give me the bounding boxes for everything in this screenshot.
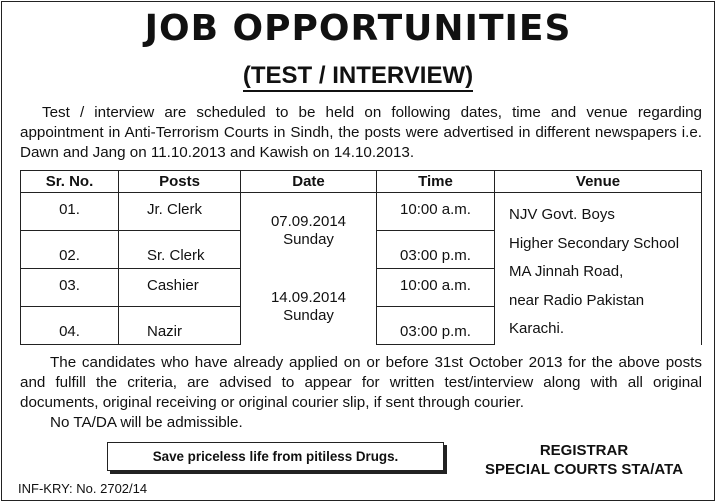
venue-line: Karachi. <box>509 320 565 338</box>
cell-post: Nazir <box>119 307 241 345</box>
table-row <box>21 193 702 231</box>
slogan-box <box>107 442 444 471</box>
cell-sr: 02. <box>21 231 119 269</box>
cell-venue <box>495 193 702 345</box>
page-subtitle <box>0 62 716 90</box>
date-day: Sunday <box>283 230 334 248</box>
signature-block <box>466 441 702 479</box>
cell-post: Cashier <box>119 269 241 307</box>
cell-time: 03:00 p.m. <box>377 231 495 269</box>
cell-time: 10:00 a.m. <box>377 269 495 307</box>
cell-date-2 <box>241 269 377 345</box>
cell-sr: 03. <box>21 269 119 307</box>
cell-date-1 <box>241 193 377 269</box>
cell-time: 03:00 p.m. <box>377 307 495 345</box>
cell-time: 10:00 a.m. <box>377 193 495 231</box>
cell-post: Jr. Clerk <box>119 193 241 231</box>
date-value: 14.09.2014 <box>270 288 347 306</box>
closing-paragraph: The candidates who have already applied on or before 31st October 2013 for the above posts and fulfill the criteria, are advised to appear for written test/interview along with all original documents, original receiving or original courier slip, if sent through courier. <box>20 354 702 411</box>
intro-paragraph: Test / interview are scheduled to be held on following dates, time and venue regarding appointment in Anti-Terrorism Courts in Sindh, the posts were advertised in different newspapers i.e. Dawn and Jang on 11.10.2013 and Kawish on 14.10.2013. <box>20 104 702 161</box>
signature-title: REGISTRAR <box>539 442 629 459</box>
cell-post: Sr. Clerk <box>119 231 241 269</box>
cell-sr: 01. <box>21 193 119 231</box>
schedule-table <box>20 170 702 345</box>
ta-da-note: No TA/DA will be admissible. <box>50 414 243 431</box>
date-value: 07.09.2014 <box>270 212 347 230</box>
header-date: Date <box>241 171 377 193</box>
reference-number: INF-KRY: No. 2702/14 <box>18 481 148 496</box>
venue-line: MA Jinnah Road, <box>509 263 624 281</box>
header-venue: Venue <box>495 171 702 193</box>
venue-line: Higher Secondary School <box>509 234 680 252</box>
table-header-row <box>21 171 702 193</box>
signature-office: SPECIAL COURTS STA/ATA <box>484 461 684 478</box>
header-sr-no: Sr. No. <box>21 171 119 193</box>
date-day: Sunday <box>283 306 334 324</box>
venue-line: NJV Govt. Boys <box>509 206 615 223</box>
cell-sr: 04. <box>21 307 119 345</box>
header-time: Time <box>377 171 495 193</box>
slogan-text: Save priceless life from pitiless Drugs. <box>152 449 399 464</box>
venue-line: near Radio Pakistan <box>509 291 645 309</box>
subtitle-text: (TEST / INTERVIEW) <box>243 62 473 92</box>
page-title: JOB OPPORTUNITIES <box>144 8 572 49</box>
header-posts: Posts <box>119 171 241 193</box>
